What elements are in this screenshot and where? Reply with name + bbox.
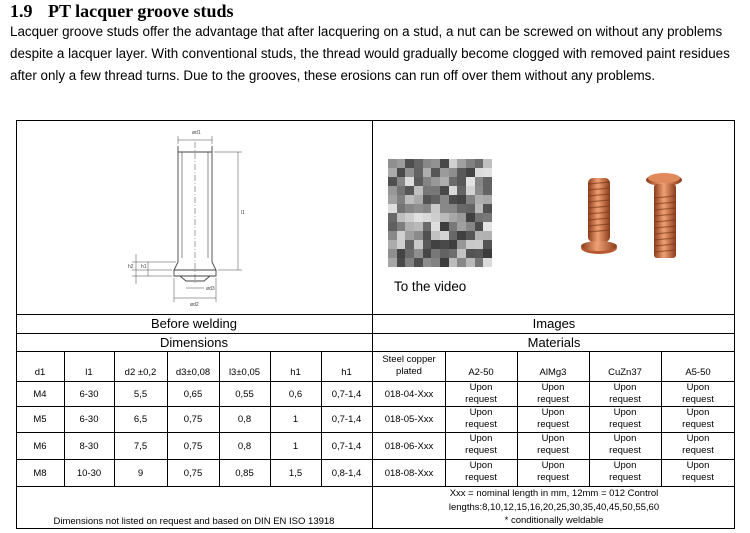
cell-l3: 0,55: [235, 388, 254, 400]
cell-material: Upon request: [465, 382, 497, 405]
thumbnail-pixel: [483, 159, 492, 168]
cell-d1: M4: [33, 388, 47, 400]
thumbnail-pixel: [405, 177, 414, 186]
thumbnail-pixel: [414, 249, 423, 258]
cell-d3: 0,75: [183, 414, 203, 425]
col-header-cuzn37: CuZn37: [608, 367, 642, 378]
thumbnail-pixel: [423, 186, 432, 195]
thumbnail-pixel: [397, 222, 406, 231]
thumbnail-pixel: [423, 231, 432, 240]
thumbnail-pixel: [475, 249, 484, 258]
thumbnail-pixel: [457, 177, 466, 186]
thumbnail-pixel: [423, 168, 432, 177]
cell-material: Upon request: [682, 433, 714, 456]
thumbnail-pixel: [475, 177, 484, 186]
thumbnail-pixel: [423, 249, 432, 258]
thumbnail-pixel: [388, 231, 397, 240]
header-images: Images: [532, 316, 576, 331]
cell-d3: 0,75: [183, 440, 203, 452]
thumbnail-pixel: [457, 168, 466, 177]
cell-h1: 1: [292, 440, 299, 452]
col-header-d2: d2 ±0,2: [124, 367, 157, 378]
thumbnail-pixel: [440, 222, 449, 231]
thumbnail-pixel: [431, 231, 440, 240]
section-number: 1.9: [10, 1, 33, 21]
thumbnail-pixel: [440, 213, 449, 222]
thumbnail-pixel: [405, 249, 414, 258]
footnote-xxx: Xxx = nominal length in mm, 12mm = 012 Control: [449, 488, 659, 499]
thumbnail-pixel: [457, 186, 466, 195]
thumbnail-pixel: [405, 168, 414, 177]
cell-material: Upon request: [682, 382, 714, 405]
col-header-a2: A2-50: [468, 367, 494, 378]
col-header-d1: d1: [34, 367, 46, 378]
thumbnail-pixel: [475, 231, 484, 240]
thumbnail-pixel: [466, 231, 475, 240]
col-header-h2: h1: [341, 367, 352, 378]
footnote-dimensions: Dimensions not listed on request and based on DIN EN ISO 13918: [53, 516, 335, 527]
thumbnail-pixel: [483, 186, 492, 195]
stud-technical-drawing: [120, 124, 260, 310]
label-d1: ød1: [192, 130, 201, 136]
thumbnail-pixel: [431, 204, 440, 213]
thumbnail-pixel: [388, 258, 397, 267]
thumbnail-pixel: [483, 204, 492, 213]
thumbnail-pixel: [431, 213, 440, 222]
thumbnail-pixel: [440, 177, 449, 186]
label-h1: h1: [141, 264, 147, 270]
footnote-weldable: * conditionally weldable: [504, 515, 604, 526]
thumbnail-pixel: [466, 186, 475, 195]
thumbnail-pixel: [397, 204, 406, 213]
thumbnail-pixel: [388, 195, 397, 204]
thumbnail-pixel: [414, 186, 423, 195]
section-title: PT lacquer groove studs: [48, 1, 234, 21]
thumbnail-pixel: [449, 186, 458, 195]
thumbnail-pixel: [431, 177, 440, 186]
cell-d1: M6: [33, 440, 47, 452]
cell-d3: 0,65: [183, 388, 203, 400]
thumbnail-pixel: [475, 204, 484, 213]
thumbnail-pixel: [423, 204, 432, 213]
cell-material: Upon request: [465, 460, 497, 483]
thumbnail-pixel: [388, 186, 397, 195]
thumbnail-pixel: [423, 159, 432, 168]
thumbnail-pixel: [483, 177, 492, 186]
thumbnail-pixel: [466, 195, 475, 204]
footnote-lengths: lengths:8,10,12,15,16,20,25,30,35,40,45,50,55,60: [448, 502, 660, 513]
cell-l1: 8-30: [79, 440, 99, 452]
cell-material: Upon request: [465, 433, 497, 456]
header-before-welding: Before welding: [151, 316, 237, 331]
thumbnail-pixel: [397, 213, 406, 222]
thumbnail-pixel: [388, 204, 397, 213]
cell-d2: 7,5: [133, 440, 148, 452]
video-link[interactable]: To the video: [394, 279, 467, 294]
thumbnail-pixel: [414, 240, 423, 249]
thumbnail-pixel: [414, 231, 423, 240]
thumbnail-pixel: [457, 204, 466, 213]
col-header-l3: l3±0,05: [228, 367, 261, 378]
cell-h1: 1: [292, 414, 299, 425]
studs-photo: [570, 168, 710, 272]
thumbnail-pixel: [483, 258, 492, 267]
thumbnail-pixel: [449, 258, 458, 267]
cell-material: Upon request: [609, 460, 641, 483]
thumbnail-pixel: [431, 168, 440, 177]
thumbnail-pixel: [423, 195, 432, 204]
thumbnail-pixel: [405, 213, 414, 222]
thumbnail-pixel: [483, 240, 492, 249]
thumbnail-pixel: [449, 204, 458, 213]
thumbnail-pixel: [475, 195, 484, 204]
thumbnail-pixel: [414, 195, 423, 204]
thumbnail-pixel: [388, 177, 397, 186]
thumbnail-pixel: [414, 204, 423, 213]
thumbnail-pixel: [475, 240, 484, 249]
cell-l1: 6-30: [79, 388, 99, 400]
thumbnail-pixel: [405, 204, 414, 213]
cell-material: Upon request: [465, 407, 497, 430]
thumbnail-pixel: [440, 258, 449, 267]
thumbnail-pixel: [483, 231, 492, 240]
cell-material: Upon request: [609, 407, 641, 430]
thumbnail-pixel: [449, 168, 458, 177]
thumbnail-pixel: [457, 249, 466, 258]
label-d3: ød3: [206, 286, 215, 292]
cell-d3: 0,75: [183, 467, 203, 479]
cell-material: Upon request: [537, 460, 569, 483]
thumbnail-pixel: [388, 213, 397, 222]
thumbnail-pixel: [449, 231, 458, 240]
col-header-almg3: AlMg3: [539, 367, 567, 378]
thumbnail-pixel: [466, 168, 475, 177]
thumbnail-pixel: [440, 195, 449, 204]
col-header-l1: l1: [85, 367, 93, 378]
thumbnail-pixel: [457, 222, 466, 231]
header-dimensions: Dimensions: [160, 335, 228, 350]
thumbnail-pixel: [431, 249, 440, 258]
label-h2: h2: [128, 264, 134, 270]
cell-h1: 1,5: [288, 467, 303, 479]
thumbnail-pixel: [431, 159, 440, 168]
thumbnail-pixel: [388, 240, 397, 249]
thumbnail-pixel: [466, 222, 475, 231]
cell-d2: 5,5: [133, 388, 148, 400]
thumbnail-pixel: [466, 249, 475, 258]
cell-d1: M8: [33, 467, 47, 479]
thumbnail-pixel: [397, 258, 406, 267]
col-header-a5: A5-50: [685, 367, 711, 378]
thumbnail-pixel: [466, 213, 475, 222]
thumbnail-pixel: [397, 240, 406, 249]
thumbnail-pixel: [397, 177, 406, 186]
thumbnail-pixel: [466, 159, 475, 168]
thumbnail-pixel: [457, 213, 466, 222]
cell-l3: 0,8: [237, 440, 252, 452]
thumbnail-pixel: [423, 222, 432, 231]
thumbnail-pixel: [405, 258, 414, 267]
thumbnail-pixel: [483, 213, 492, 222]
thumbnail-pixel: [414, 177, 423, 186]
thumbnail-pixel: [405, 231, 414, 240]
header-materials: Materials: [527, 335, 581, 350]
thumbnail-pixel: [397, 231, 406, 240]
cell-h2: 0,7-1,4: [331, 440, 362, 452]
cell-l3: 0,8: [237, 414, 252, 425]
thumbnail-pixel: [449, 222, 458, 231]
cell-d2: 9: [137, 467, 144, 479]
thumbnail-pixel: [483, 168, 492, 177]
thumbnail-pixel: [483, 249, 492, 258]
thumbnail-pixel: [457, 240, 466, 249]
thumbnail-pixel: [475, 222, 484, 231]
col-header-h1: h1: [290, 367, 301, 378]
cell-material: Upon request: [682, 460, 714, 483]
thumbnail-pixel: [431, 258, 440, 267]
col-header-steel: Steel copper plated: [382, 354, 436, 377]
cell-material: Upon request: [537, 382, 569, 405]
thumbnail-pixel: [397, 168, 406, 177]
thumbnail-pixel: [457, 159, 466, 168]
cell-h1: 0,6: [288, 388, 303, 400]
thumbnail-pixel: [431, 186, 440, 195]
thumbnail-pixel: [440, 231, 449, 240]
thumbnail-pixel: [457, 231, 466, 240]
thumbnail-pixel: [449, 213, 458, 222]
thumbnail-pixel: [440, 240, 449, 249]
section-heading: [10, 0, 234, 22]
cell-l3: 0,85: [235, 467, 254, 479]
cell-d1: M5: [33, 414, 47, 425]
thumbnail-pixel: [440, 249, 449, 258]
cell-steel: 018-05-Xxx: [384, 414, 434, 425]
thumbnail-pixel: [405, 195, 414, 204]
thumbnail-pixel: [440, 168, 449, 177]
thumbnail-pixel: [483, 195, 492, 204]
thumbnail-pixel: [388, 168, 397, 177]
cell-steel: 018-08-Xxx: [384, 467, 434, 479]
thumbnail-pixel: [475, 258, 484, 267]
thumbnail-pixel: [423, 213, 432, 222]
thumbnail-pixel: [431, 240, 440, 249]
thumbnail-pixel: [414, 168, 423, 177]
thumbnail-pixel: [449, 159, 458, 168]
thumbnail-pixel: [388, 249, 397, 258]
thumbnail-pixel: [388, 222, 397, 231]
cell-h2: 0,7-1,4: [331, 388, 362, 400]
thumbnail-pixel: [449, 240, 458, 249]
thumbnail-pixel: [397, 195, 406, 204]
thumbnail-pixel: [414, 258, 423, 267]
thumbnail-pixel: [397, 249, 406, 258]
thumbnail-pixel: [414, 213, 423, 222]
intro-paragraph: Lacquer groove studs offer the advantage that after lacquering on a stud, a nut can be screwed on without any problems despite a lacquer layer. With conventional studs, the thread would gradually become clogged with removed paint residues after only a few thread turns. Due to the grooves, these erosions can run off over them without any problems.: [10, 24, 730, 83]
thumbnail-pixel: [466, 240, 475, 249]
cell-h2: 0,8-1,4: [331, 467, 362, 479]
thumbnail-pixel: [397, 159, 406, 168]
table-rule: [16, 486, 735, 487]
cell-h2: 0,7-1,4: [331, 414, 362, 425]
thumbnail-pixel: [397, 186, 406, 195]
thumbnail-pixel: [388, 159, 397, 168]
thumbnail-pixel: [466, 177, 475, 186]
thumbnail-pixel: [423, 177, 432, 186]
label-d2: ød2: [190, 302, 199, 308]
thumbnail-pixel: [440, 159, 449, 168]
thumbnail-pixel: [449, 249, 458, 258]
thumbnail-pixel: [431, 195, 440, 204]
thumbnail-pixel: [475, 168, 484, 177]
thumbnail-pixel: [475, 213, 484, 222]
thumbnail-pixel: [414, 159, 423, 168]
thumbnail-pixel: [405, 186, 414, 195]
cell-steel: 018-04-Xxx: [384, 388, 434, 400]
thumbnail-pixel: [449, 177, 458, 186]
thumbnail-pixel: [466, 204, 475, 213]
video-thumbnail[interactable]: [388, 159, 492, 267]
thumbnail-pixel: [457, 195, 466, 204]
thumbnail-pixel: [466, 258, 475, 267]
cell-material: Upon request: [537, 407, 569, 430]
thumbnail-pixel: [431, 222, 440, 231]
cell-material: Upon request: [682, 407, 714, 430]
cell-l1: 10-30: [76, 467, 102, 479]
thumbnail-pixel: [475, 186, 484, 195]
thumbnail-pixel: [483, 222, 492, 231]
cell-d2: 6,5: [133, 414, 148, 425]
cell-l1: 6-30: [79, 414, 99, 425]
thumbnail-pixel: [405, 240, 414, 249]
thumbnail-pixel: [449, 195, 458, 204]
thumbnail-pixel: [423, 258, 432, 267]
thumbnail-pixel: [405, 159, 414, 168]
thumbnail-pixel: [457, 258, 466, 267]
col-header-d3: d3±0,08: [175, 367, 211, 378]
thumbnail-pixel: [423, 240, 432, 249]
label-l1: l1: [241, 210, 245, 216]
cell-steel: 018-06-Xxx: [384, 440, 434, 452]
thumbnail-pixel: [414, 222, 423, 231]
cell-material: Upon request: [609, 382, 641, 405]
thumbnail-pixel: [405, 222, 414, 231]
cell-material: Upon request: [609, 433, 641, 456]
thumbnail-pixel: [440, 186, 449, 195]
thumbnail-pixel: [475, 159, 484, 168]
thumbnail-pixel: [440, 204, 449, 213]
cell-material: Upon request: [537, 433, 569, 456]
